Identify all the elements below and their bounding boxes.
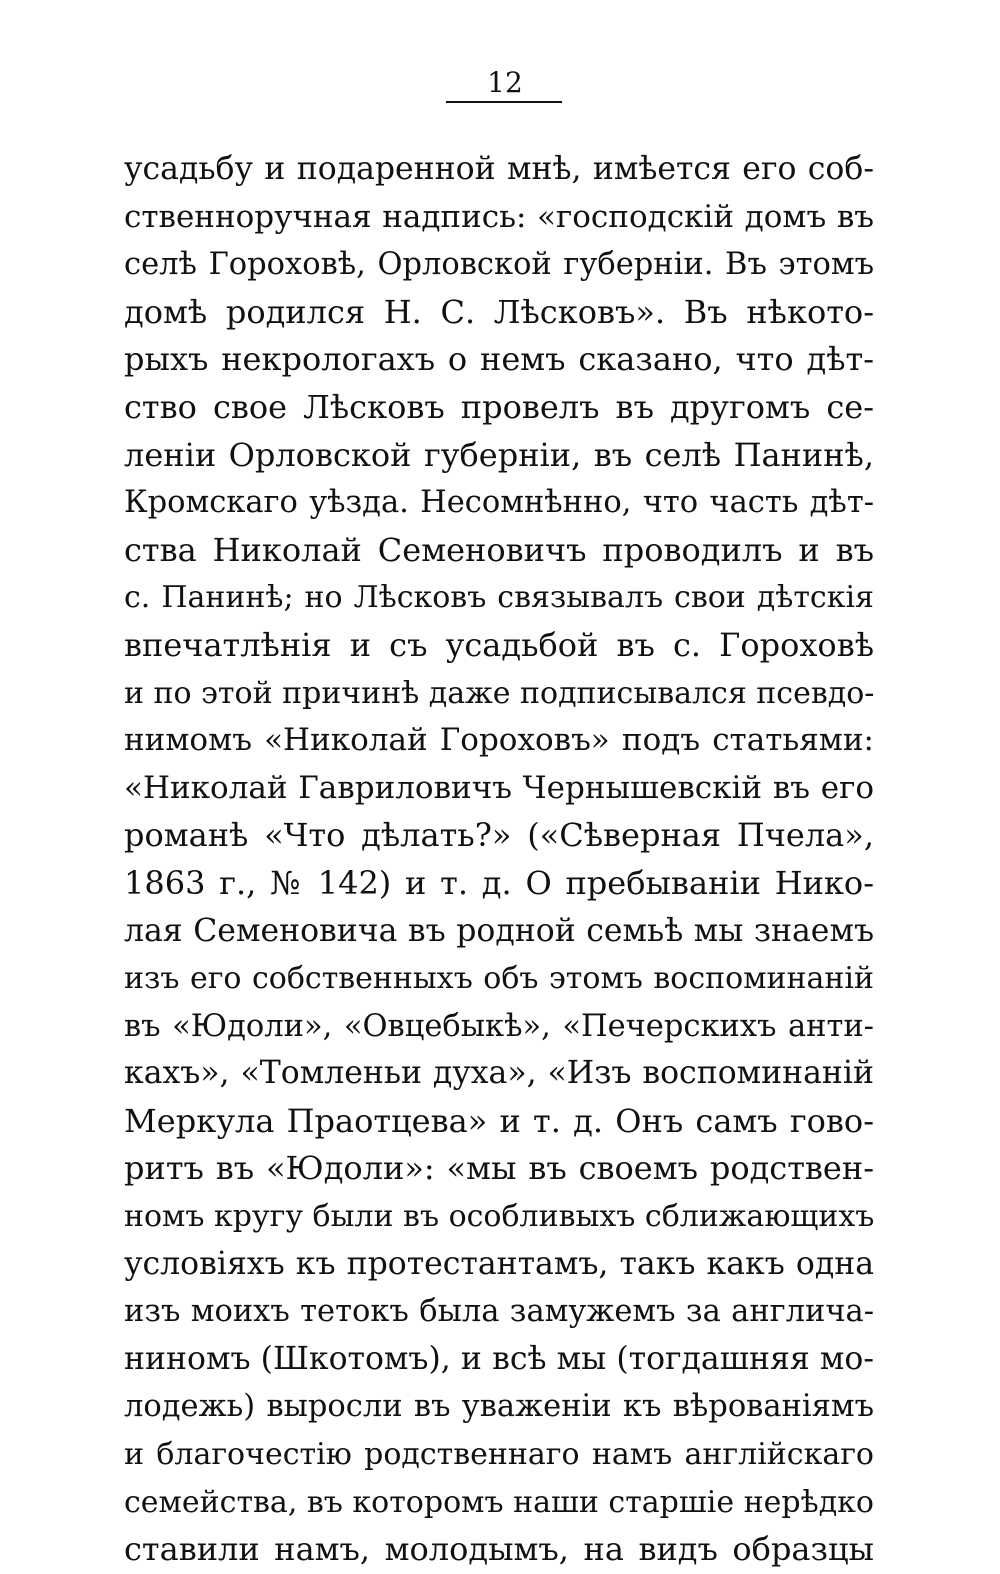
text-line: леніи Орловской губерніи, въ селѣ Панинѣ, bbox=[124, 435, 874, 474]
page-number: 12 bbox=[487, 66, 523, 99]
text-line: впечатлѣнія и съ усадьбой въ с. Гороховѣ bbox=[124, 625, 874, 664]
text-line: ставили намъ, молодымъ, на видъ образцы bbox=[124, 1530, 874, 1569]
text-line: рыхъ некрологахъ о немъ сказано, что дѣт- bbox=[124, 340, 874, 379]
text-line: номъ кругу были въ особливыхъ сближающихъ bbox=[124, 1199, 874, 1235]
text-line: ритъ въ «Юдоли»: «мы въ своемъ родствен- bbox=[124, 1149, 874, 1188]
text-line: с. Панинѣ; но Лѣсковъ связывалъ свои дѣтскія bbox=[124, 580, 874, 616]
text-line: лая Семеновича въ родной семьѣ мы знаемъ bbox=[124, 912, 874, 949]
text-line: ства Николай Семеновичъ проводилъ и въ bbox=[124, 530, 874, 569]
text-line: ственноручная надпись: «господскій домъ въ bbox=[124, 198, 874, 235]
text-line: семейства, въ которомъ наши старшіе нерѣдко bbox=[124, 1484, 874, 1520]
text-line: и по этой причинѣ даже подписывался псевдо- bbox=[124, 675, 874, 711]
text-line: и благочестію родственнаго намъ англійскаго bbox=[124, 1437, 874, 1473]
text-line: домѣ родился Н. С. Лѣсковъ». Въ нѣкото- bbox=[124, 292, 874, 331]
text-line: Кромскаго уѣзда. Несомнѣнно, что часть дѣт- bbox=[124, 485, 874, 521]
text-line: Меркула Праотцева» и т. д. Онъ самъ гово- bbox=[124, 1101, 874, 1140]
text-line: ство свое Лѣсковъ провелъ въ другомъ се- bbox=[124, 387, 874, 426]
text-line: «Николай Гавриловичъ Чернышевскій въ его bbox=[124, 769, 874, 806]
text-line: усадьбу и подаренной мнѣ, имѣется его соб- bbox=[124, 151, 874, 187]
text-line: изъ моихъ тетокъ была замужемъ за англича- bbox=[124, 1294, 874, 1330]
text-line: нимомъ «Николай Гороховъ» подъ статьями: bbox=[124, 722, 874, 759]
text-line: кахъ», «Томленьи духа», «Изъ воспоминаній bbox=[124, 1055, 874, 1092]
page-number-rule bbox=[446, 101, 562, 103]
text-line: 1863 г., № 142) и т. д. О пребываніи Нико- bbox=[124, 863, 874, 902]
text-line: романѣ «Что дѣлать?» («Сѣверная Пчела», bbox=[124, 816, 874, 855]
body-text bbox=[124, 146, 874, 1574]
text-line: селѣ Гороховѣ, Орловской губерніи. Въ этомъ bbox=[124, 247, 874, 283]
text-line: изъ его собственныхъ объ этомъ воспоминаній bbox=[124, 961, 874, 997]
text-line: условіяхъ къ протестантамъ, такъ какъ одна bbox=[124, 1245, 874, 1282]
text-line: въ «Юдоли», «Овцебыкѣ», «Печерскихъ анти- bbox=[124, 1008, 874, 1044]
text-line: лодежь) выросли въ уваженіи къ вѣрованіямъ bbox=[124, 1389, 874, 1425]
text-line: ниномъ (Шкотомъ), и всѣ мы (тогдашняя мо- bbox=[124, 1340, 874, 1377]
